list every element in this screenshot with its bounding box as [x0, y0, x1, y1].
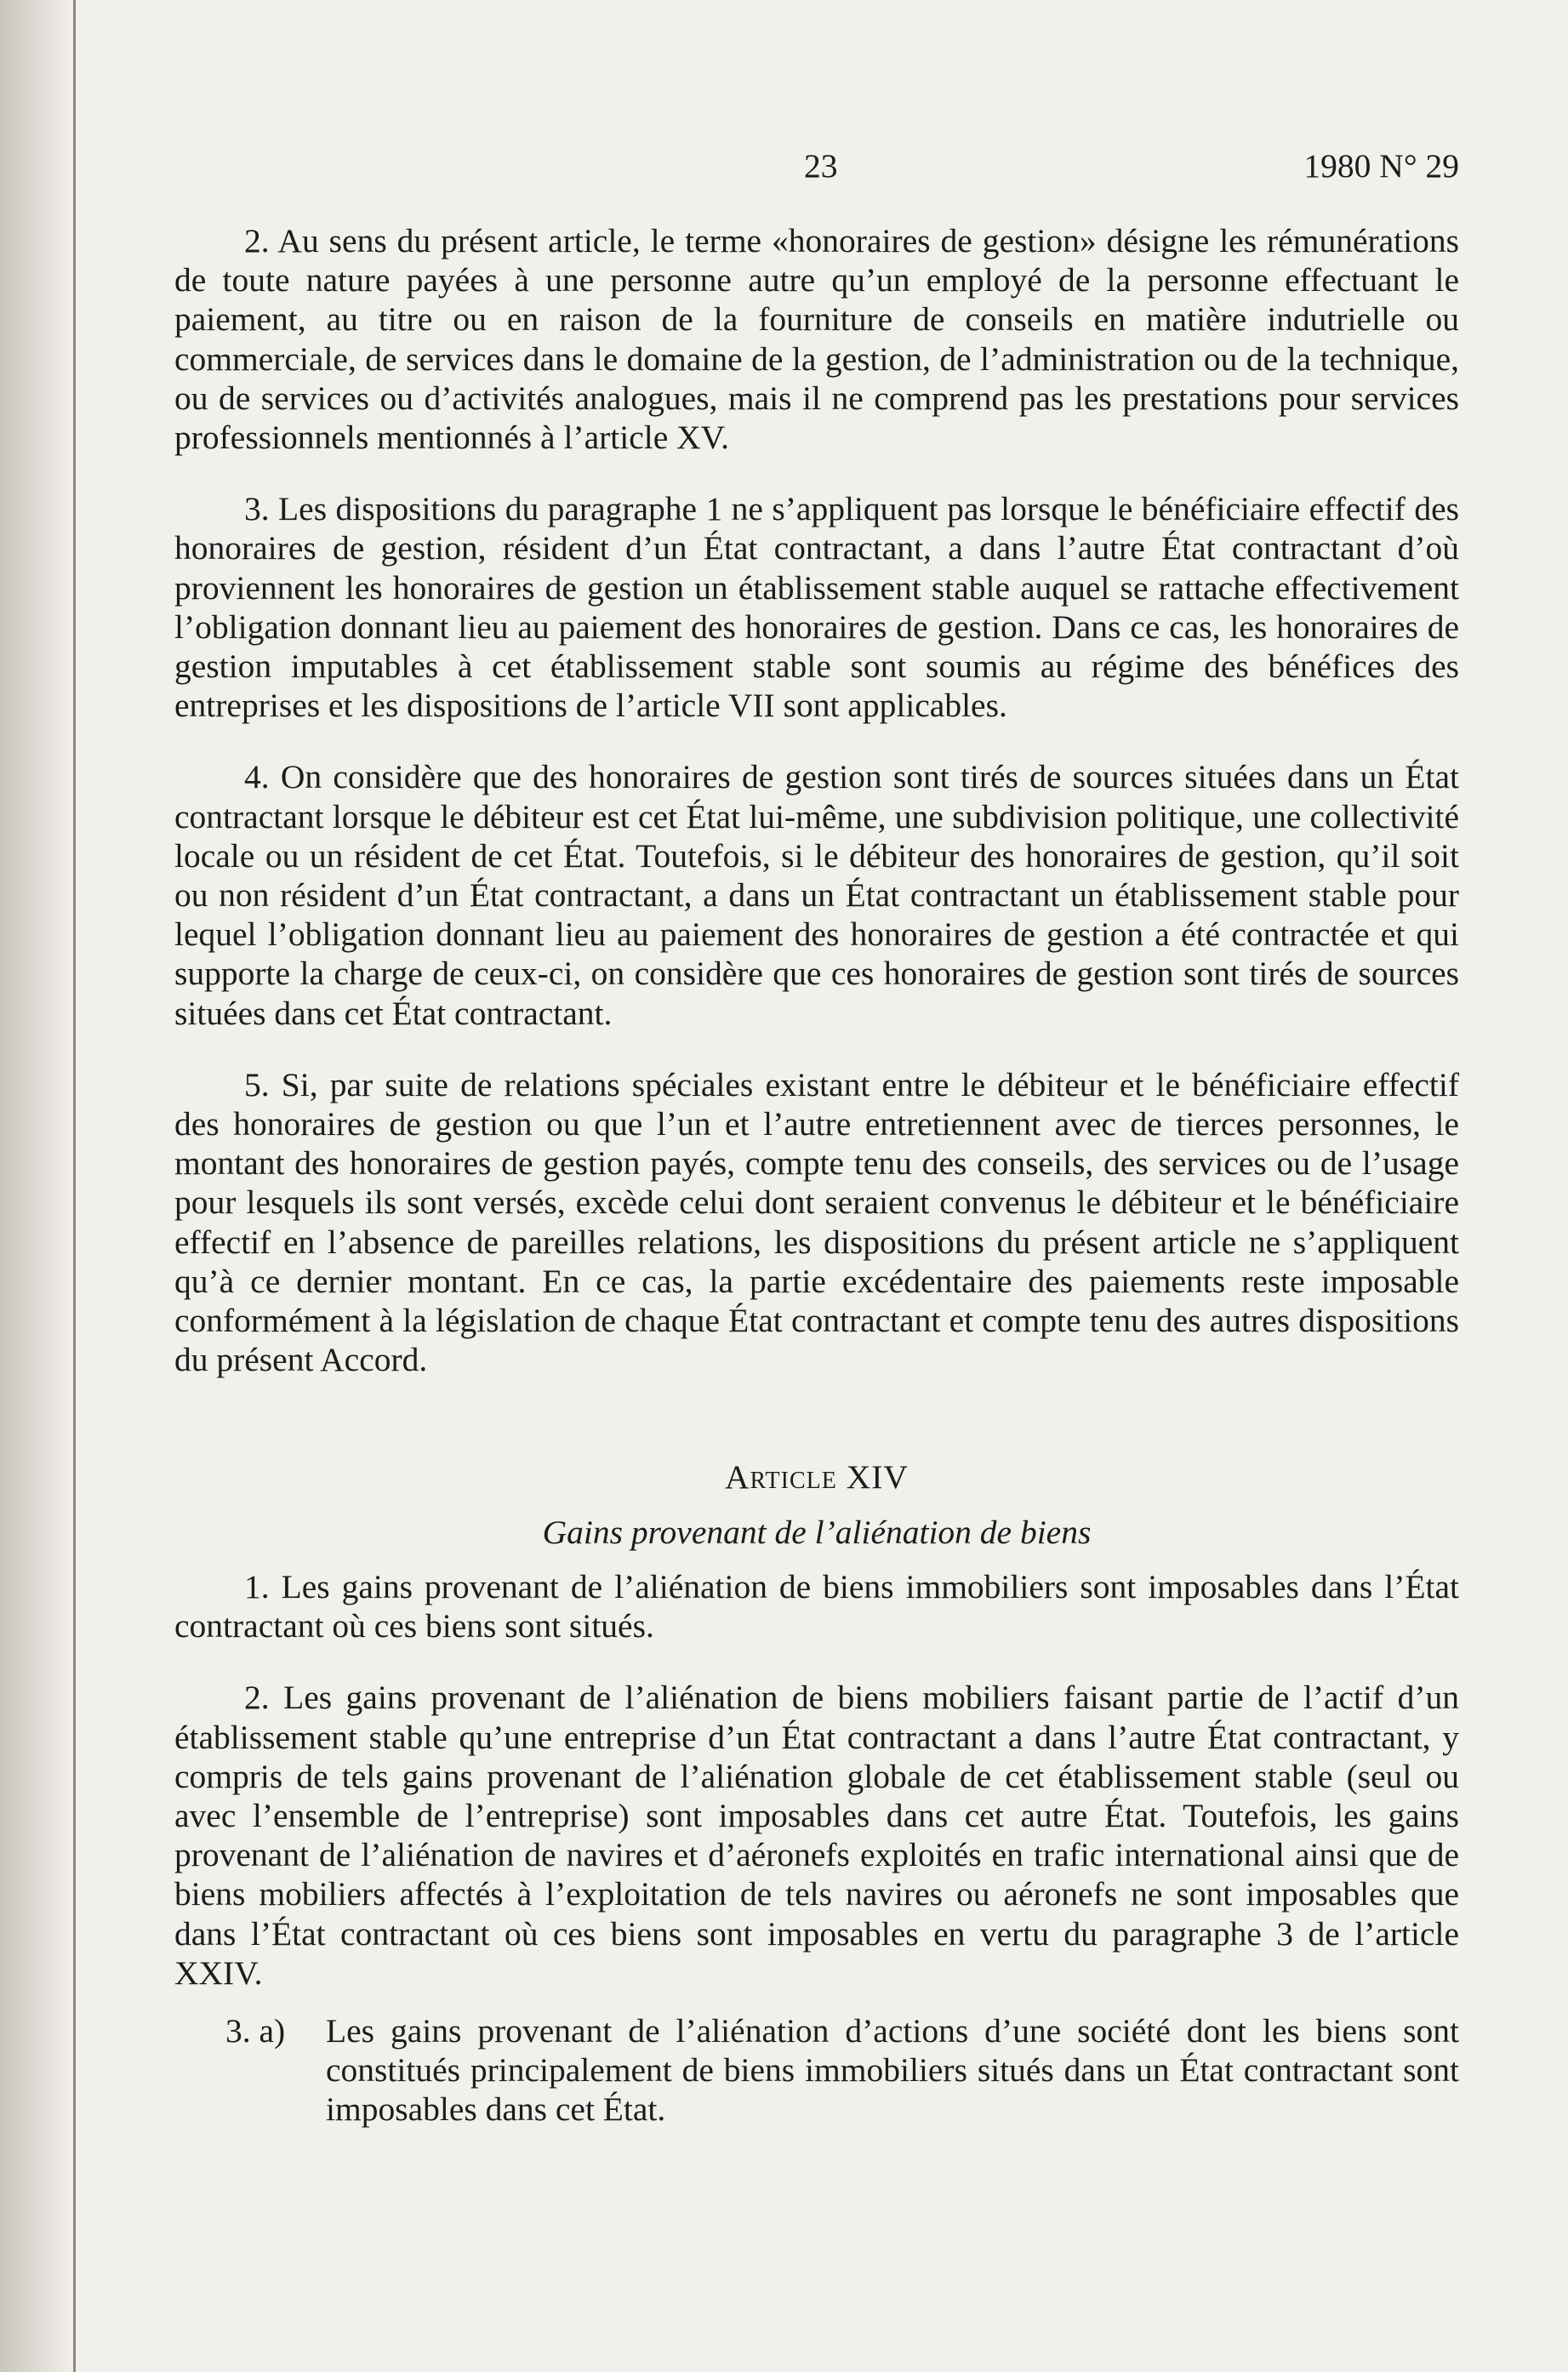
- article-paragraph-1: 1. Les gains provenant de l’aliénation de biens immobiliers sont imposables dans l’État contractant où ces biens sont situés.: [174, 1567, 1459, 1645]
- paragraph-3: 3. Les dispositions du paragraphe 1 ne s’appliquent pas lorsque le bénéficiaire effectif des honoraires de gestion, résident d’un État contractant, a dans l’autre État contractant d’où proviennent les honoraires de gestion un établissement stable auquel se rattache effectivement l’obligation donnant lieu au paiement des honoraires de gestion. Dans ce cas, les honoraires de gestion imputables à cet établissement stable sont soumis au régime des bénéfices des entreprises et les dispositions de l’article VII sont applicables.: [174, 490, 1459, 725]
- item-text: Les gains provenant de l’aliénation d’actions d’une société dont les biens sont constitués principalement de biens immobiliers situés dans un État contractant sont imposables dans cet État.: [326, 2011, 1459, 2129]
- article-subtitle: Gains provenant de l’aliénation de biens: [542, 1513, 1092, 1551]
- paragraph-4: 4. On considère que des honoraires de gestion sont tirés de sources situées dans un État contractant lorsque le débiteur est cet État lui-même, une subdivision politique, une collectivité locale ou un résident de cet État. Toutefois, si le débiteur des honoraires de gestion, qu’il soit ou non résident d’un État contractant, a dans un État contractant un établissement stable pour lequel l’obligation donnant lieu au paiement des honoraires de gestion a été contractée et qui supporte la charge de ceux-ci, on considère que ces honoraires de gestion sont tirés de sources situées dans cet État contractant.: [174, 758, 1459, 1032]
- binding-shadow: [0, 0, 75, 2372]
- page-content: [174, 146, 1459, 2130]
- article-heading: Article XIV: [725, 1458, 909, 1497]
- binding-line: [73, 0, 76, 2372]
- page-number: 23: [804, 147, 838, 185]
- paragraph-5: 5. Si, par suite de relations spéciales existant entre le débiteur et le bénéficiaire effectif des honoraires de gestion ou que l’un et l’autre entretiennent avec de tierces personnes, le montant des honoraires de gestion payés, compte tenu des conseils, des services ou de l’usage pour lesquels ils sont versés, excède celui dont seraient convenus le débiteur et le bénéficiaire effectif en l’absence de pareilles relations, les dispositions du présent article ne s’appliquent qu’à ce dernier montant. En ce cas, la partie excédentaire des paiements reste imposable conformément à la législation de chaque État contractant et compte tenu des autres dispositions du présent Accord.: [174, 1065, 1459, 1379]
- article-paragraph-2: 2. Les gains provenant de l’aliénation de biens mobiliers faisant partie de l’actif d’un établissement stable qu’une entreprise d’un État contractant a dans l’autre État contractant, y compris de tels gains provenant de l’aliénation globale de cet établissement stable (seul ou avec l’ensemble de l’entreprise) sont imposables dans cet autre État. Toutefois, les gains provenant de l’aliénation de navires et d’aéronefs exploités en trafic international ainsi que de biens mobiliers affectés à l’exploitation de tels navires ou aéronefs ne sont imposables que dans l’État contractant où ces biens sont imposables en vertu du paragraphe 3 de l’article XXIV.: [174, 1679, 1459, 1992]
- paragraph-2: 2. Au sens du présent article, le terme «honoraires de gestion» désigne les rémunérations de toute nature payées à une personne autre qu’un employé de la personne effectuant le paiement, au titre ou en raison de la fourniture de conseils en matière indutrielle ou commerciale, de services dans le domaine de la gestion, de l’administration ou de la technique, ou de services ou d’activités analogues, mais il ne comprend pas les prestations pour services professionnels mentionnés à l’article XV.: [174, 222, 1459, 457]
- page-header: [174, 146, 1459, 197]
- document-reference: 1980 N° 29: [1303, 147, 1459, 185]
- article-paragraph-3a: [174, 2011, 1459, 2130]
- item-marker: 3. a): [225, 2011, 286, 2050]
